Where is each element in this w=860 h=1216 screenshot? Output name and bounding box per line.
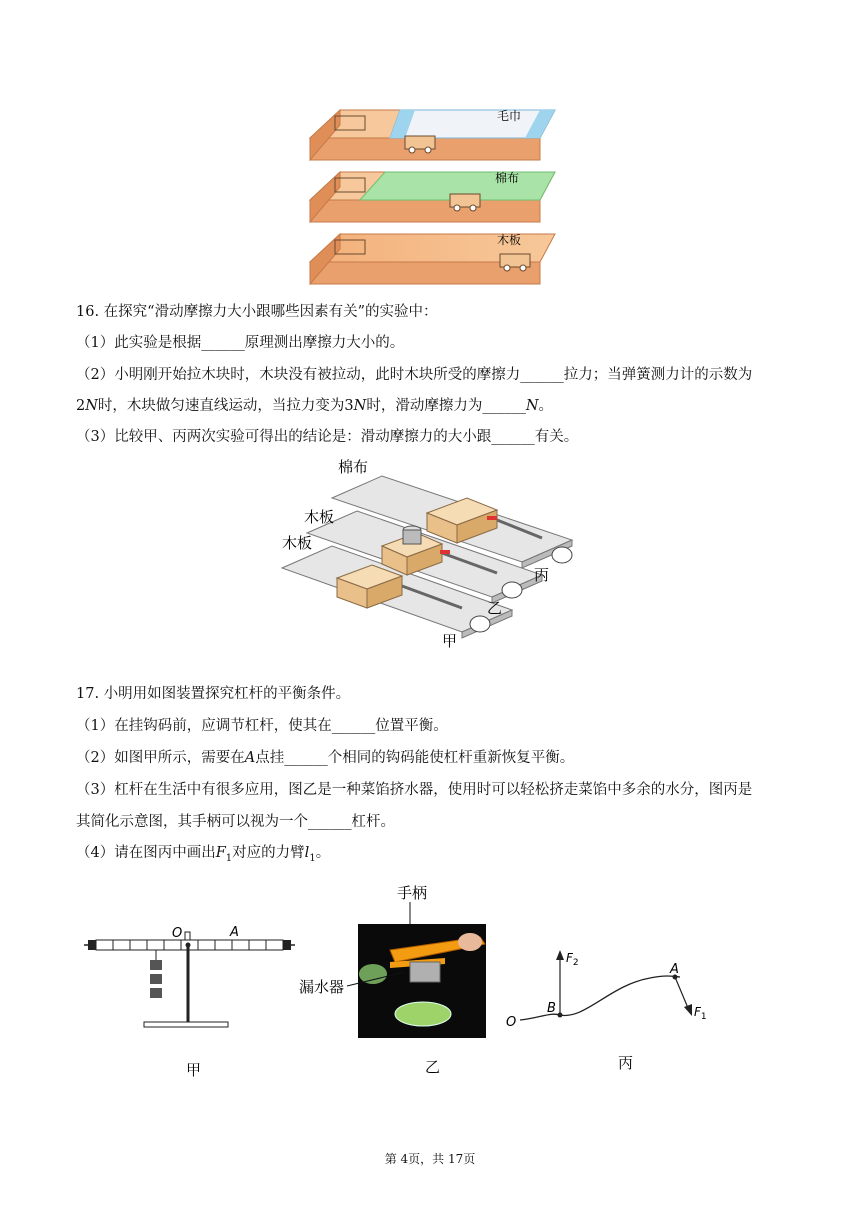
q16-unit-n2: N [353,398,367,414]
caption-bing: 丙 [618,1054,634,1072]
label-wood-bottom: 木板 [282,534,313,552]
caption-jia: 甲 [186,1061,202,1079]
label-towel: 毛巾 [497,109,522,123]
page-footer: 第 4页，共 17页 [384,1152,476,1166]
q17-part3-line1: （3）杠杆在生活中有很多应用，图乙是一种菜馅挤水器，使用时可以轻松挤走菜馅中多余的水分，图丙是 [76,782,753,798]
q16-part2-line1: （2）小明刚开始拉木块时，木块没有被拉动，此时木块所受的摩擦力______拉力；当弹簧测力计的示数为 [76,367,753,383]
q16-text-mid: 时，木块做匀速直线运动，当拉力变为 [97,398,345,414]
q17-part4-end: 。 [315,845,331,861]
q17-arm-sub: 1 [309,852,316,864]
board-towel [310,108,555,160]
q17-part2 [76,748,574,768]
label-cotton: 棉布 [495,171,520,185]
caption-yi: 乙 [425,1058,441,1076]
label-wood: 木板 [497,233,522,247]
force-f1-label: $F_1$ [694,1005,707,1022]
q16-part2-line2 [76,396,553,416]
q17-force-sub: 1 [225,852,233,864]
label-yi: 乙 [487,599,503,617]
handle-label: 手柄 [397,884,428,902]
q17-part2-post: 点挂______个相同的钩码能使杠杆重新恢复平衡。 [255,750,575,766]
q17-part4-mid: 对应的力臂 [232,845,305,861]
label-wood-top: 木板 [304,508,335,526]
q16-text-mid2: 时，滑动摩擦力为______ [366,398,526,414]
force-f2-label: $F_2$ [566,951,579,968]
q16-unit-n1: N [85,398,98,414]
board-wood [310,232,555,284]
q17-part2-pre: （2）如图甲所示，需要在 [76,750,245,766]
q16-part1: （1）此实验是根据______原理测出摩擦力大小的。 [76,335,405,351]
point-a-label: A [670,962,679,977]
point-o-label: O [506,1015,517,1030]
q16-stem: 16. 在探究“滑动摩擦力大小跟哪些因素有关”的实验中： [76,304,438,320]
label-cotton: 棉布 [338,458,369,476]
schematic-figure-bing [500,940,730,1075]
q17-part1: （1）在挂钩码前，应调节杠杆，使其在______位置平衡。 [76,718,448,734]
q17-part4-pre: （4）请在图丙中画出 [76,845,216,861]
q17-point-a: A [244,750,256,766]
point-a-label: A [230,925,239,940]
q16-val-2: 2 [76,398,86,414]
label-jia: 甲 [442,632,458,650]
q16-text-end: 。 [538,398,554,414]
strainer-label: 漏水器 [299,978,345,996]
q17-part3-line2: 其简化示意图，其手柄可以视为一个______杠杆。 [76,814,395,830]
q17-part4 [76,843,330,869]
board-cotton [310,170,555,222]
q16-val-3: 3 [344,398,354,414]
friction-figure [272,458,582,653]
q17-force-f: F [215,845,226,861]
q16-part3: （3）比较甲、丙两次实验可得出的结论是：滑动摩擦力的大小跟______有关。 [76,429,579,445]
squeezer-figure-yi [295,882,495,1082]
point-b-label: B [547,1001,556,1016]
q17-arm-l: l [304,845,310,861]
pivot-o-label: O [172,926,183,941]
q17-stem: 17. 小明用如图装置探究杠杆的平衡条件。 [76,686,351,702]
lever-figure-jia [80,920,305,1080]
q16-unit-n3: N [525,398,539,414]
label-bing: 丙 [534,566,550,584]
surfaces-figure [300,100,560,295]
